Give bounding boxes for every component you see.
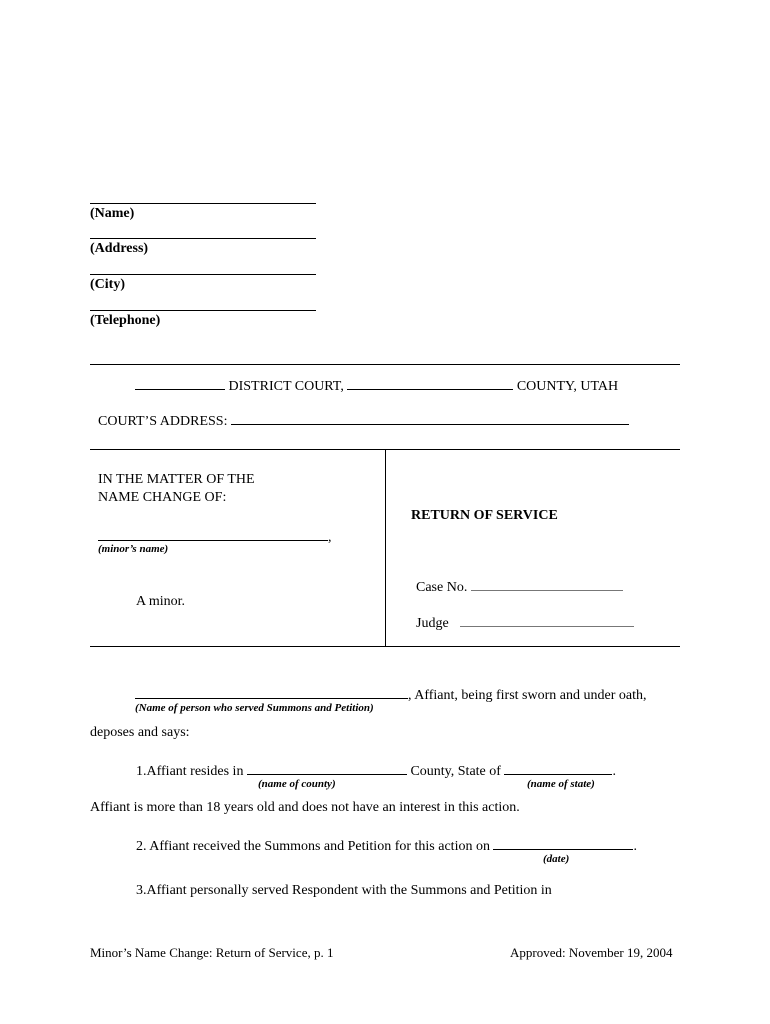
address-line [90,238,316,239]
date-blank[interactable] [493,835,633,850]
a-minor-text: A minor. [136,594,186,609]
state-label: (name of state) [527,778,595,790]
court-address-label: COURT’S ADDRESS: [98,414,228,429]
judge-row [416,612,634,632]
affiant-row [135,684,646,704]
item1-end: . [612,764,616,779]
deposes-text: deposes and says: [90,725,190,740]
item2-row [136,835,637,855]
court-line [135,375,618,395]
item1-row [136,760,616,780]
state-name-blank[interactable] [504,760,612,775]
county-label: (name of county) [258,778,336,790]
caption-divider [385,449,386,646]
footer-left: Minor’s Name Change: Return of Service, p. 1 [90,945,334,960]
minor-name-blank[interactable] [98,526,328,541]
county-name-blank[interactable] [247,760,407,775]
county-blank[interactable] [347,375,513,390]
footer-right: Approved: November 19, 2004 [510,945,673,960]
case-no-row [416,576,623,596]
date-label: (date) [543,853,570,865]
minors-name-label: (minor’s name) [98,543,169,555]
telephone-line [90,310,316,311]
matter-line2: NAME CHANGE OF: [98,490,227,505]
court-address-blank[interactable] [231,410,629,425]
district-court-text: DISTRICT COURT, [228,379,344,394]
judge-blank[interactable] [460,612,634,627]
city-line [90,274,316,275]
district-blank[interactable] [135,375,225,390]
document-title: RETURN OF SERVICE [411,508,558,523]
affiant-tail-text: , Affiant, being first sworn and under oath, [408,688,647,703]
matter-line1: IN THE MATTER OF THE [98,472,255,487]
county-utah-text: COUNTY, UTAH [516,379,619,394]
address-label: (Address) [90,241,149,256]
server-name-label: (Name of person who served Summons and Petition) [135,702,374,714]
caption-bottom-rule [90,646,680,647]
court-address-row [98,410,629,430]
item1-mid: County, State of [410,764,501,779]
server-name-blank[interactable] [135,684,408,699]
court-top-rule [90,364,680,365]
case-no-blank[interactable] [471,576,623,591]
item2-prefix: 2. Affiant received the Summons and Petition for this action on [136,839,490,854]
telephone-label: (Telephone) [90,313,161,328]
case-no-label: Case No. [416,580,468,595]
name-label: (Name) [90,206,135,221]
item2-end: . [633,839,637,854]
minor-name-comma: , [328,530,332,545]
city-label: (City) [90,277,125,292]
judge-label: Judge [416,616,449,631]
item3-text: 3.Affiant personally served Respondent with the Summons and Petition in [136,883,552,898]
age-statement: Affiant is more than 18 years old and does not have an interest in this action. [90,800,520,815]
item1-prefix: 1.Affiant resides in [136,764,244,779]
name-line [90,203,316,204]
